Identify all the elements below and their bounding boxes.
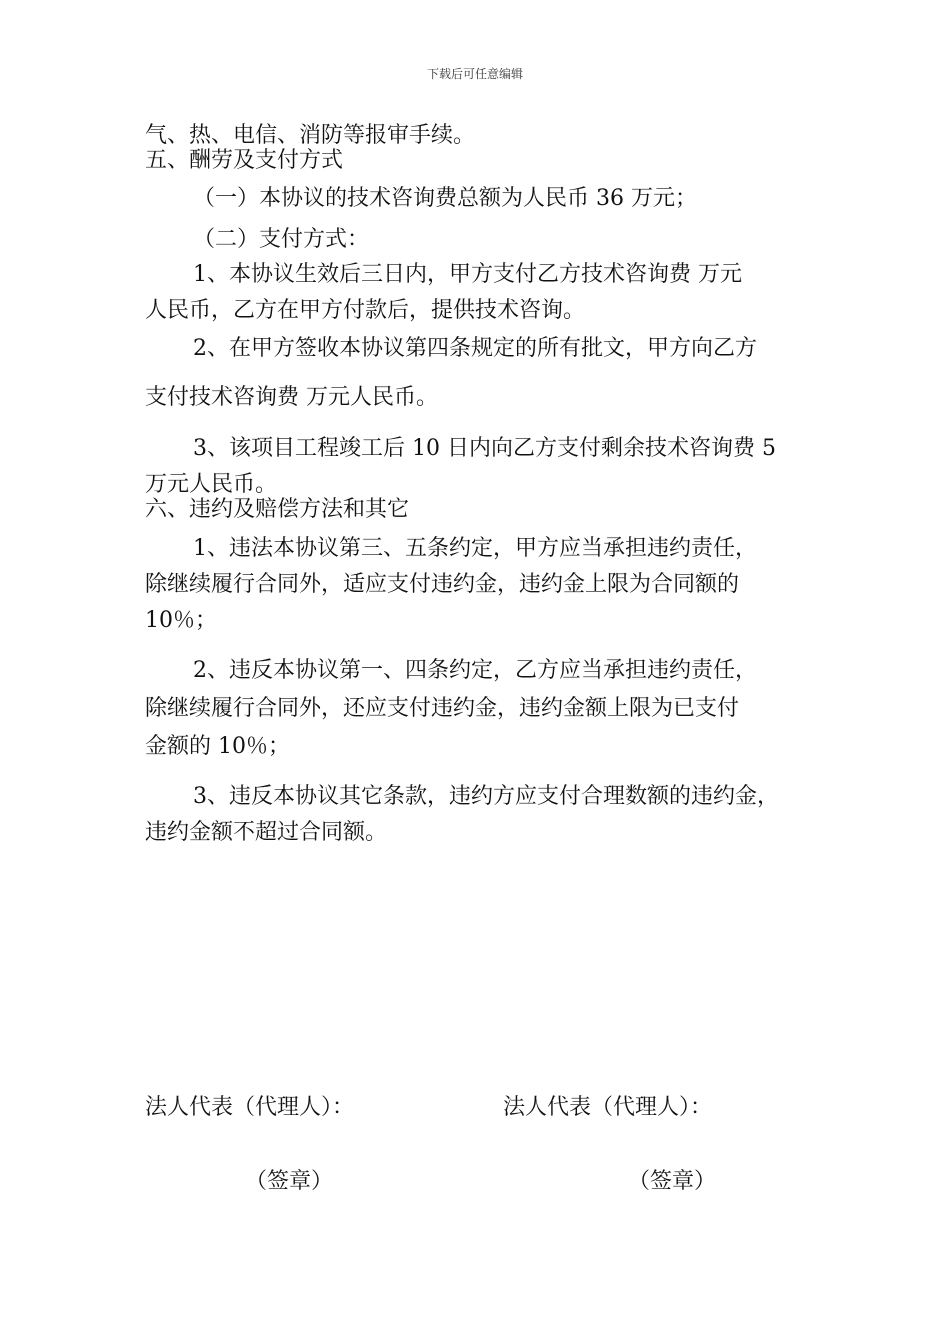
text-line: 万元人民币。 bbox=[145, 472, 278, 497]
text-line: 3、违反本协议其它条款，违约方应支付合理数额的违约金， bbox=[193, 784, 779, 809]
page-header-note: 下载后可任意编辑 bbox=[426, 67, 523, 81]
text-line: 2、在甲方签收本协议第四条规定的所有批文，甲方向乙方 bbox=[193, 336, 757, 361]
text-line: （二）支付方式： bbox=[193, 227, 370, 252]
section-heading-5: 五、酬劳及支付方式 bbox=[145, 148, 344, 173]
section-heading-6: 六、违约及赔偿方法和其它 bbox=[145, 497, 410, 522]
seal-label-right: （签章） bbox=[628, 1169, 717, 1194]
text-line: 违约金额不超过合同额。 bbox=[145, 820, 388, 845]
text-line: 3、该项目工程竣工后 10 日内向乙方支付剩余技术咨询费 5 bbox=[193, 436, 776, 461]
text-line: 金额的 10％； bbox=[145, 734, 290, 759]
seal-label-left: （签章） bbox=[245, 1169, 334, 1194]
text-line: （一）本协议的技术咨询费总额为人民币 36 万元； bbox=[193, 186, 697, 211]
text-line: 除继续履行合同外，还应支付违约金，违约金额上限为已支付 bbox=[145, 696, 740, 721]
text-line: 支付技术咨询费 万元人民币。 bbox=[145, 385, 438, 410]
text-line: 人民币，乙方在甲方付款后，提供技术咨询。 bbox=[145, 298, 586, 323]
text-line: 气、热、电信、消防等报审手续。 bbox=[145, 123, 476, 148]
text-line: 除继续履行合同外，适应支付违约金，违约金上限为合同额的 bbox=[145, 572, 740, 597]
text-line: 1、本协议生效后三日内，甲方支付乙方技术咨询费 万元 bbox=[193, 262, 742, 287]
text-line: 10％； bbox=[145, 608, 217, 633]
signature-label-left: 法人代表（代理人）： bbox=[145, 1095, 355, 1120]
text-line: 2、违反本协议第一、四条约定，乙方应当承担违约责任， bbox=[193, 658, 757, 683]
text-line: 1、违法本协议第三、五条约定，甲方应当承担违约责任， bbox=[193, 536, 757, 561]
signature-label-right: 法人代表（代理人）： bbox=[503, 1095, 713, 1120]
